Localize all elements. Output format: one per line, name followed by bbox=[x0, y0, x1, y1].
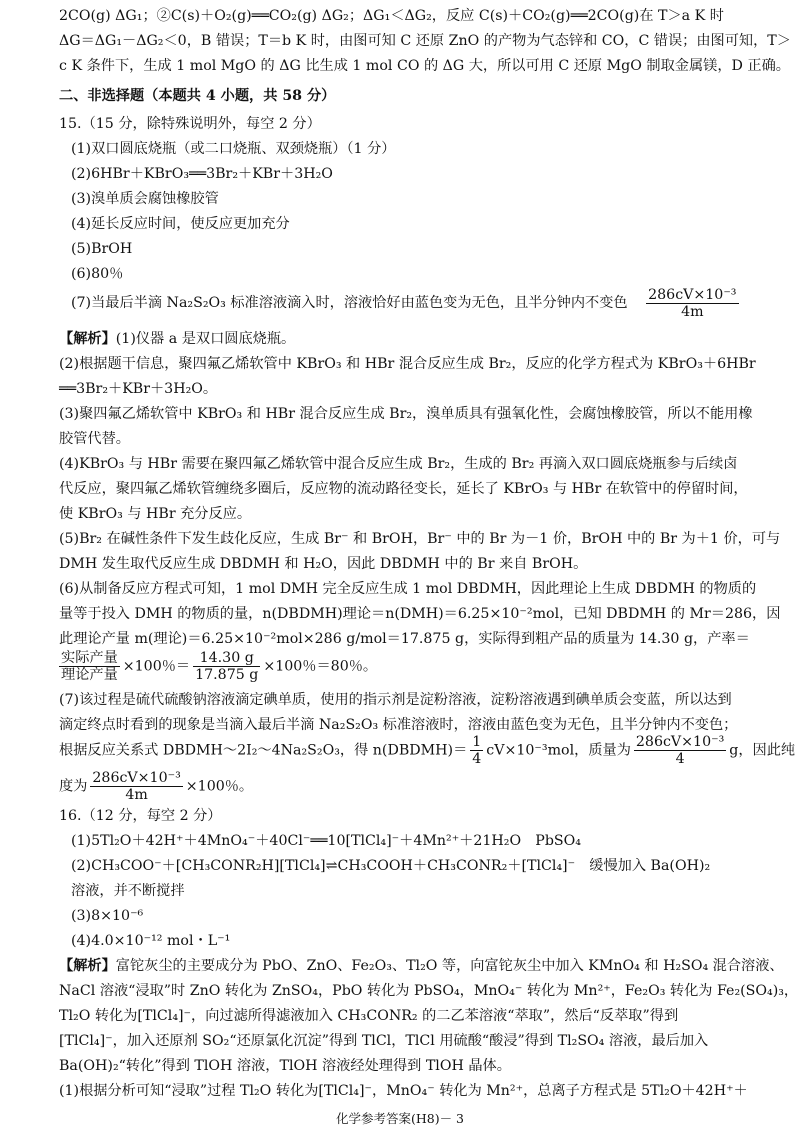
analysis-line: [TlCl₄]⁻，加入还原剂 SO₂“还原氯化沉淀”得到 TlCl，TlCl 用硫酸“酸浸”得到 Tl₂SO₄ 溶液，最后加入 bbox=[59, 1033, 709, 1049]
analysis-line: 此理论产量 m(理论)＝6.25×10⁻²mol×286 g/mol＝17.875 g，实际得到粗产品的质量为 14.30 g，产率＝ bbox=[59, 631, 750, 647]
fraction-numerator: 286cV×10⁻³ bbox=[635, 734, 725, 750]
fraction-numerator: 286cV×10⁻³ bbox=[92, 770, 181, 786]
analysis-text: cV×10⁻³mol，质量为 bbox=[486, 742, 631, 759]
fraction-numerator: 14.30 g bbox=[193, 650, 260, 667]
analysis-tag: 【解析】 bbox=[59, 958, 116, 974]
fraction-denominator: 4 bbox=[472, 751, 482, 767]
answer-line: (6)80％ bbox=[71, 266, 124, 282]
analysis-line: 使 KBrO₃ 与 HBr 充分反应。 bbox=[59, 506, 252, 522]
analysis-line: (7)该过程是硫代硫酸钠溶液滴定碘单质，使用的指示剂是淀粉溶液，淀粉溶液遇到碘单质会变蓝，所以达到 bbox=[59, 692, 732, 708]
analysis-text: ×100％。 bbox=[185, 778, 254, 795]
analysis-line: (4)KBrO₃ 与 HBr 需要在聚四氟乙烯软管中混合反应生成 Br₂，生成的 Br₂ 再滴入双口圆底烧瓶参与后续卤 bbox=[59, 456, 738, 472]
text-line: c K 条件下，生成 1 mol MgO 的 ΔG 比生成 1 mol CO 的 ΔG 大，所以可用 C 还原 MgO 制取金属镁，D 正确。 bbox=[59, 58, 790, 74]
fraction bbox=[59, 650, 120, 683]
analysis-line: (1)根据分析可知“浸取”过程 Tl₂O 转化为[TlCl₄]⁻，MnO₄⁻ 转化为 Mn²⁺，总离子方程式是 5Tl₂O＋42H⁺＋ bbox=[59, 1083, 748, 1099]
question-15-heading: 15.（15 分，除特殊说明外，每空 2 分） bbox=[59, 116, 321, 132]
analysis-text: ×100％＝ bbox=[122, 658, 191, 675]
answer-line: (1)5Tl₂O＋42H⁺＋4MnO₄⁻＋40Cl⁻══10[TlCl₄]⁻＋4Mn²⁺＋21H₂O PbSO₄ bbox=[71, 833, 581, 849]
answer-line: (5)BrOH bbox=[71, 241, 133, 257]
analysis-line: DMH 发生取代反应生成 DBDMH 和 H₂O，因此 DBDMH 中的 Br 来自 BrOH。 bbox=[59, 556, 588, 572]
answer-line: (2)6HBr＋KBrO₃══3Br₂＋KBr＋3H₂O bbox=[71, 166, 333, 182]
analysis-line bbox=[59, 956, 784, 978]
text-line: 2CO(g) ΔG₁；②C(s)＋O₂(g)══CO₂(g) ΔG₂；ΔG₁＜ΔG₂，反应 C(s)＋CO₂(g)══2CO(g)在 T＞a K 时 bbox=[59, 8, 724, 24]
analysis-line: (5)Br₂ 在碱性条件下发生歧化反应，生成 Br⁻ 和 BrOH，Br⁻ 中的 Br 为－1 价，BrOH 中的 Br 为＋1 价，可与 bbox=[59, 531, 781, 547]
answer-line: (2)CH₃COO⁻＋[CH₃CONR₂H][TlCl₄]⇌CH₃COOH＋CH₃CONR₂＋[TlCl₄]⁻ 缓慢加入 Ba(OH)₂ bbox=[71, 858, 711, 874]
answer-line: (3)8×10⁻⁶ bbox=[71, 908, 144, 924]
fraction-denominator: 4 bbox=[675, 751, 685, 767]
analysis-text: (1)仪器 a 是双口圆底烧瓶。 bbox=[115, 331, 296, 347]
answer-text: (7)当最后半滴 Na₂S₂O₃ 标准溶液滴入时，溶液恰好由蓝色变为无色，且半分钟内不变色 bbox=[71, 295, 628, 311]
text-line: ΔG＝ΔG₁－ΔG₂＜0，B 错误；T＝b K 时，由图可知 C 还原 ZnO 的产物为气态锌和 CO，C 错误；由图可知，T＞ bbox=[59, 33, 791, 49]
analysis-line: 胶管代替。 bbox=[59, 431, 130, 447]
section-heading: 二、非选择题（本题共 4 小题，共 58 分） bbox=[59, 88, 336, 104]
analysis-line bbox=[59, 650, 751, 686]
fraction bbox=[634, 734, 726, 767]
page-footer: 化学参考答案(H8)－ 3 bbox=[335, 1111, 465, 1126]
answer-line: (1)双口圆底烧瓶（或二口烧瓶、双颈烧瓶）（1 分） bbox=[71, 141, 396, 157]
answer-line bbox=[71, 286, 751, 326]
question-16-heading: 16.（12 分，每空 2 分） bbox=[59, 808, 222, 824]
analysis-line bbox=[59, 329, 751, 351]
answer-line: (4)延长反应时间，使反应更加充分 bbox=[71, 216, 290, 232]
fraction-numerator: 1 bbox=[472, 734, 482, 750]
analysis-line: NaCl 溶液“浸取”时 ZnO 转化为 ZnSO₄，PbO 转化为 PbSO₄，MnO₄⁻ 转化为 Mn²⁺，Fe₂O₃ 转化为 Fe₂(SO₄)₃， bbox=[59, 983, 799, 999]
fraction bbox=[646, 287, 738, 320]
analysis-text: 度为 bbox=[59, 778, 88, 795]
answer-line: (3)溴单质会腐蚀橡胶管 bbox=[71, 191, 219, 207]
fraction-numerator: 实际产量 bbox=[61, 650, 118, 666]
analysis-line: ══3Br₂＋KBr＋3H₂O。 bbox=[59, 381, 218, 397]
fraction bbox=[90, 770, 182, 803]
fraction bbox=[193, 650, 260, 683]
analysis-text: 根据反应关系式 DBDMH～2I₂～4Na₂S₂O₃，得 n(DBDMH)＝ bbox=[59, 742, 468, 759]
analysis-line: Ba(OH)₂“转化”得到 TlOH 溶液，TlOH 溶液经处理得到 TlOH 晶体。 bbox=[59, 1058, 511, 1074]
analysis-line: 滴定终点时看到的现象是当滴入最后半滴 Na₂S₂O₃ 标准溶液时，溶液由蓝色变为无色，且半分钟内不变色； bbox=[59, 717, 738, 733]
fraction-denominator: 理论产量 bbox=[61, 667, 118, 683]
analysis-line: 代反应，聚四氟乙烯软管缠绕多圈后，反应物的流动路径变长，延长了 KBrO₃ 与 HBr 在软管中的停留时间， bbox=[59, 481, 748, 497]
analysis-text: 富铊灰尘的主要成分为 PbO、ZnO、Fe₂O₃、Tl₂O 等，向富铊灰尘中加入 KMnO₄ 和 H₂SO₄ 混合溶液、 bbox=[115, 958, 784, 974]
analysis-text: ×100％＝80％。 bbox=[263, 658, 378, 675]
analysis-line: (2)根据题干信息，聚四氟乙烯软管中 KBrO₃ 和 HBr 混合反应生成 Br₂，反应的化学方程式为 KBrO₃＋6HBr bbox=[59, 356, 756, 372]
fraction-denominator: 4m bbox=[681, 303, 704, 320]
analysis-line bbox=[59, 734, 796, 770]
answer-line: 溶液，并不断搅拌 bbox=[71, 883, 185, 899]
fraction bbox=[470, 734, 483, 767]
analysis-text: g，因此纯 bbox=[729, 742, 796, 759]
fraction-denominator: 17.875 g bbox=[195, 667, 259, 683]
fraction-numerator: 286cV×10⁻³ bbox=[648, 286, 737, 303]
analysis-line: Tl₂O 转化为[TlCl₄]⁻，向过滤所得滤液加入 CH₃CONR₂ 的二乙苯溶液“萃取”，然后“反萃取”得到 bbox=[59, 1008, 679, 1024]
analysis-line: 量等于投入 DMH 的物质的量，n(DBDMH)理论＝n(DMH)＝6.25×10⁻²mol，已知 DBDMH 的 Mr＝286，因 bbox=[59, 606, 781, 622]
analysis-line bbox=[59, 770, 751, 806]
analysis-line: (6)从制备反应方程式可知，1 mol DMH 完全反应生成 1 mol DBDMH，因此理论上生成 DBDMH 的物质的 bbox=[59, 581, 757, 597]
analysis-line: (3)聚四氟乙烯软管中 KBrO₃ 和 HBr 混合反应生成 Br₂，溴单质具有强氧化性，会腐蚀橡胶管，所以不能用橡 bbox=[59, 406, 753, 422]
answer-line: (4)4.0×10⁻¹² mol・L⁻¹ bbox=[71, 933, 231, 949]
fraction-denominator: 4m bbox=[125, 787, 148, 803]
analysis-tag: 【解析】 bbox=[59, 331, 116, 347]
